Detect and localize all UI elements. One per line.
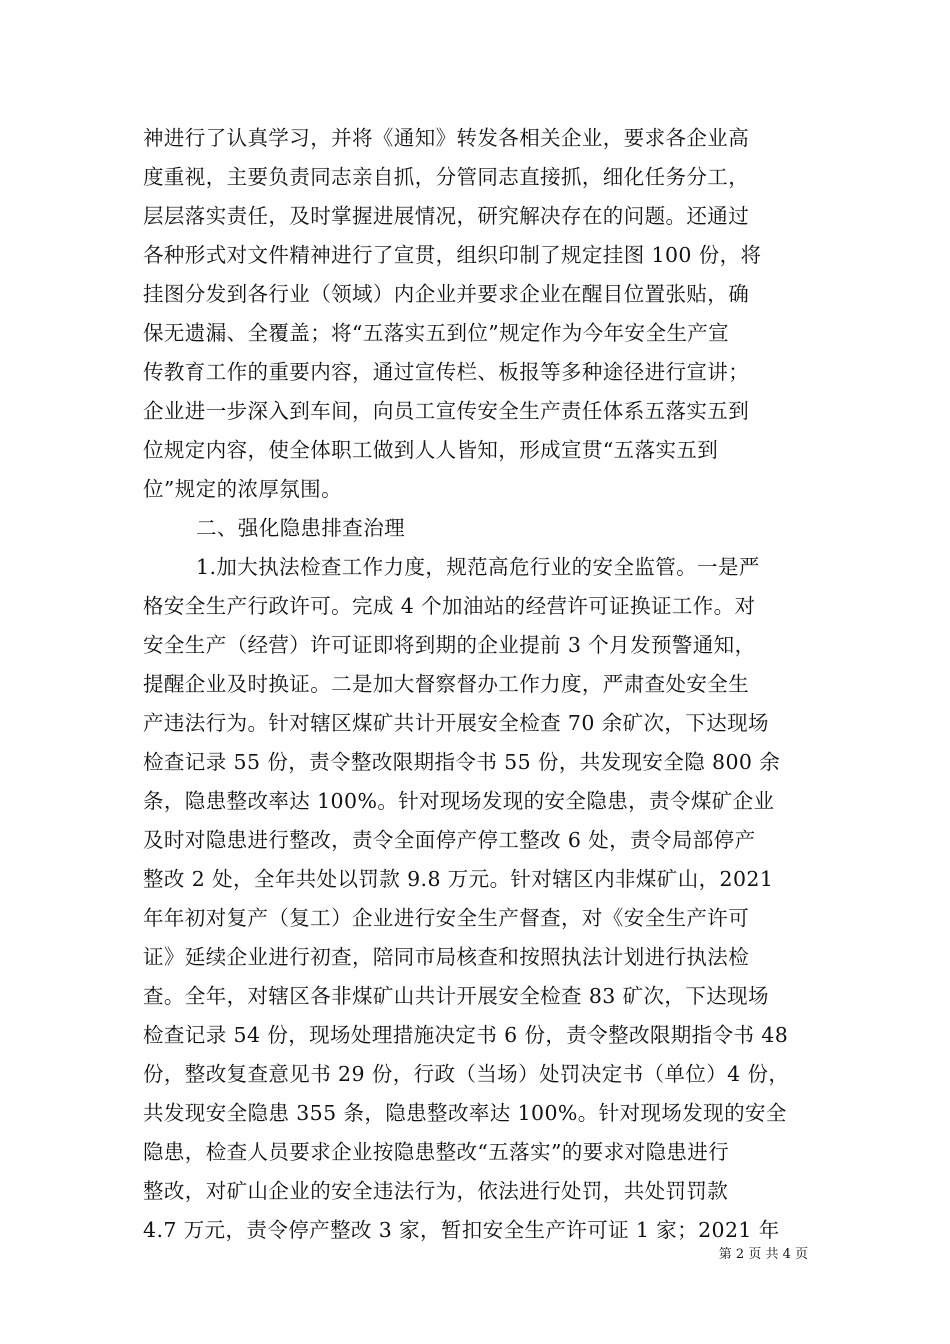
body-text-line: 挂图分发到各行业（领域）内企业并要求企业在醒目位置张贴，确 xyxy=(143,282,750,306)
body-text-line: 整改，对矿山企业的安全违法行为，依法进行处罚，共处罚罚款 xyxy=(143,1179,729,1203)
body-text-line: 格安全生产行政许可。完成 4 个加油站的经营许可证换证工作。对 xyxy=(143,594,756,618)
body-text-line: 保无遗漏、全覆盖；将“五落实五到位”规定作为今年安全生产宣 xyxy=(143,321,730,345)
section-heading: 二、强化隐患排查治理 xyxy=(196,516,405,540)
body-text-line: 企业进一步深入到车间，向员工宣传安全生产责任体系五落实五到 xyxy=(143,399,750,423)
body-text-line: 检查记录 54 份，现场处理措施决定书 6 份，责令整改限期指令书 48 xyxy=(143,1023,789,1047)
body-text-line: 条，隐患整改率达 100%。针对现场发现的安全隐患，责令煤矿企业 xyxy=(143,789,775,813)
body-text-line: 安全生产（经营）许可证即将到期的企业提前 3 个月发预警通知， xyxy=(143,633,756,657)
body-text-line: 位”规定的浓厚氛围。 xyxy=(143,477,342,501)
body-text-line: 份，整改复查意见书 29 份，行政（当场）处罚决定书（单位）4 份， xyxy=(143,1062,790,1086)
body-text-line: 证》延续企业进行初查，陪同市局核查和按照执法计划进行执法检 xyxy=(143,945,750,969)
body-text-line: 整改 2 处，全年共处以罚款 9.8 万元。针对辖区内非煤矿山，2021 xyxy=(143,867,774,891)
body-text-line: 各种形式对文件精神进行了宣贯，组织印制了规定挂图 100 份，将 xyxy=(143,243,762,267)
paragraph-first-line: 1.加大执法检查工作力度，规范高危行业的安全监管。一是严 xyxy=(196,555,760,579)
body-text-line: 度重视，主要负责同志亲自抓，分管同志直接抓，细化任务分工， xyxy=(143,165,750,189)
body-text-line: 4.7 万元，责令停产整改 3 家，暂扣安全生产许可证 1 家；2021 年 xyxy=(143,1218,780,1242)
body-text-line: 层层落实责任，及时掌握进展情况，研究解决存在的问题。还通过 xyxy=(143,204,750,228)
body-text-line: 提醒企业及时换证。二是加大督察督办工作力度，严肃查处安全生 xyxy=(143,672,750,696)
body-text-line: 及时对隐患进行整改，责令全面停产停工整改 6 处，责令局部停产 xyxy=(143,828,756,852)
body-text-line: 共发现安全隐患 355 条，隐患整改率达 100%。针对现场发现的安全 xyxy=(143,1101,787,1125)
body-text-line: 检查记录 55 份，责令整改限期指令书 55 份，共发现安全隐 800 余 xyxy=(143,750,781,774)
body-text-line: 位规定内容，使全体职工做到人人皆知，形成宣贯“五落实五到 xyxy=(143,438,719,462)
body-text-line: 产违法行为。针对辖区煤矿共计开展安全检查 70 余矿次，下达现场 xyxy=(143,711,769,735)
body-text-line: 神进行了认真学习，并将《通知》转发各相关企业，要求各企业高 xyxy=(143,126,750,150)
body-text-line: 查。全年，对辖区各非煤矿山共计开展安全检查 83 矿次，下达现场 xyxy=(143,984,769,1008)
page-number: 第 2 页 共 4 页 xyxy=(718,1247,808,1262)
body-text-line: 年年初对复产（复工）企业进行安全生产督查，对《安全生产许可 xyxy=(143,906,750,930)
body-text-line: 隐患，检查人员要求企业按隐患整改“五落实”的要求对隐患进行 xyxy=(143,1140,730,1164)
body-text-line: 传教育工作的重要内容，通过宣传栏、板报等多种途径进行宣讲； xyxy=(143,360,750,384)
